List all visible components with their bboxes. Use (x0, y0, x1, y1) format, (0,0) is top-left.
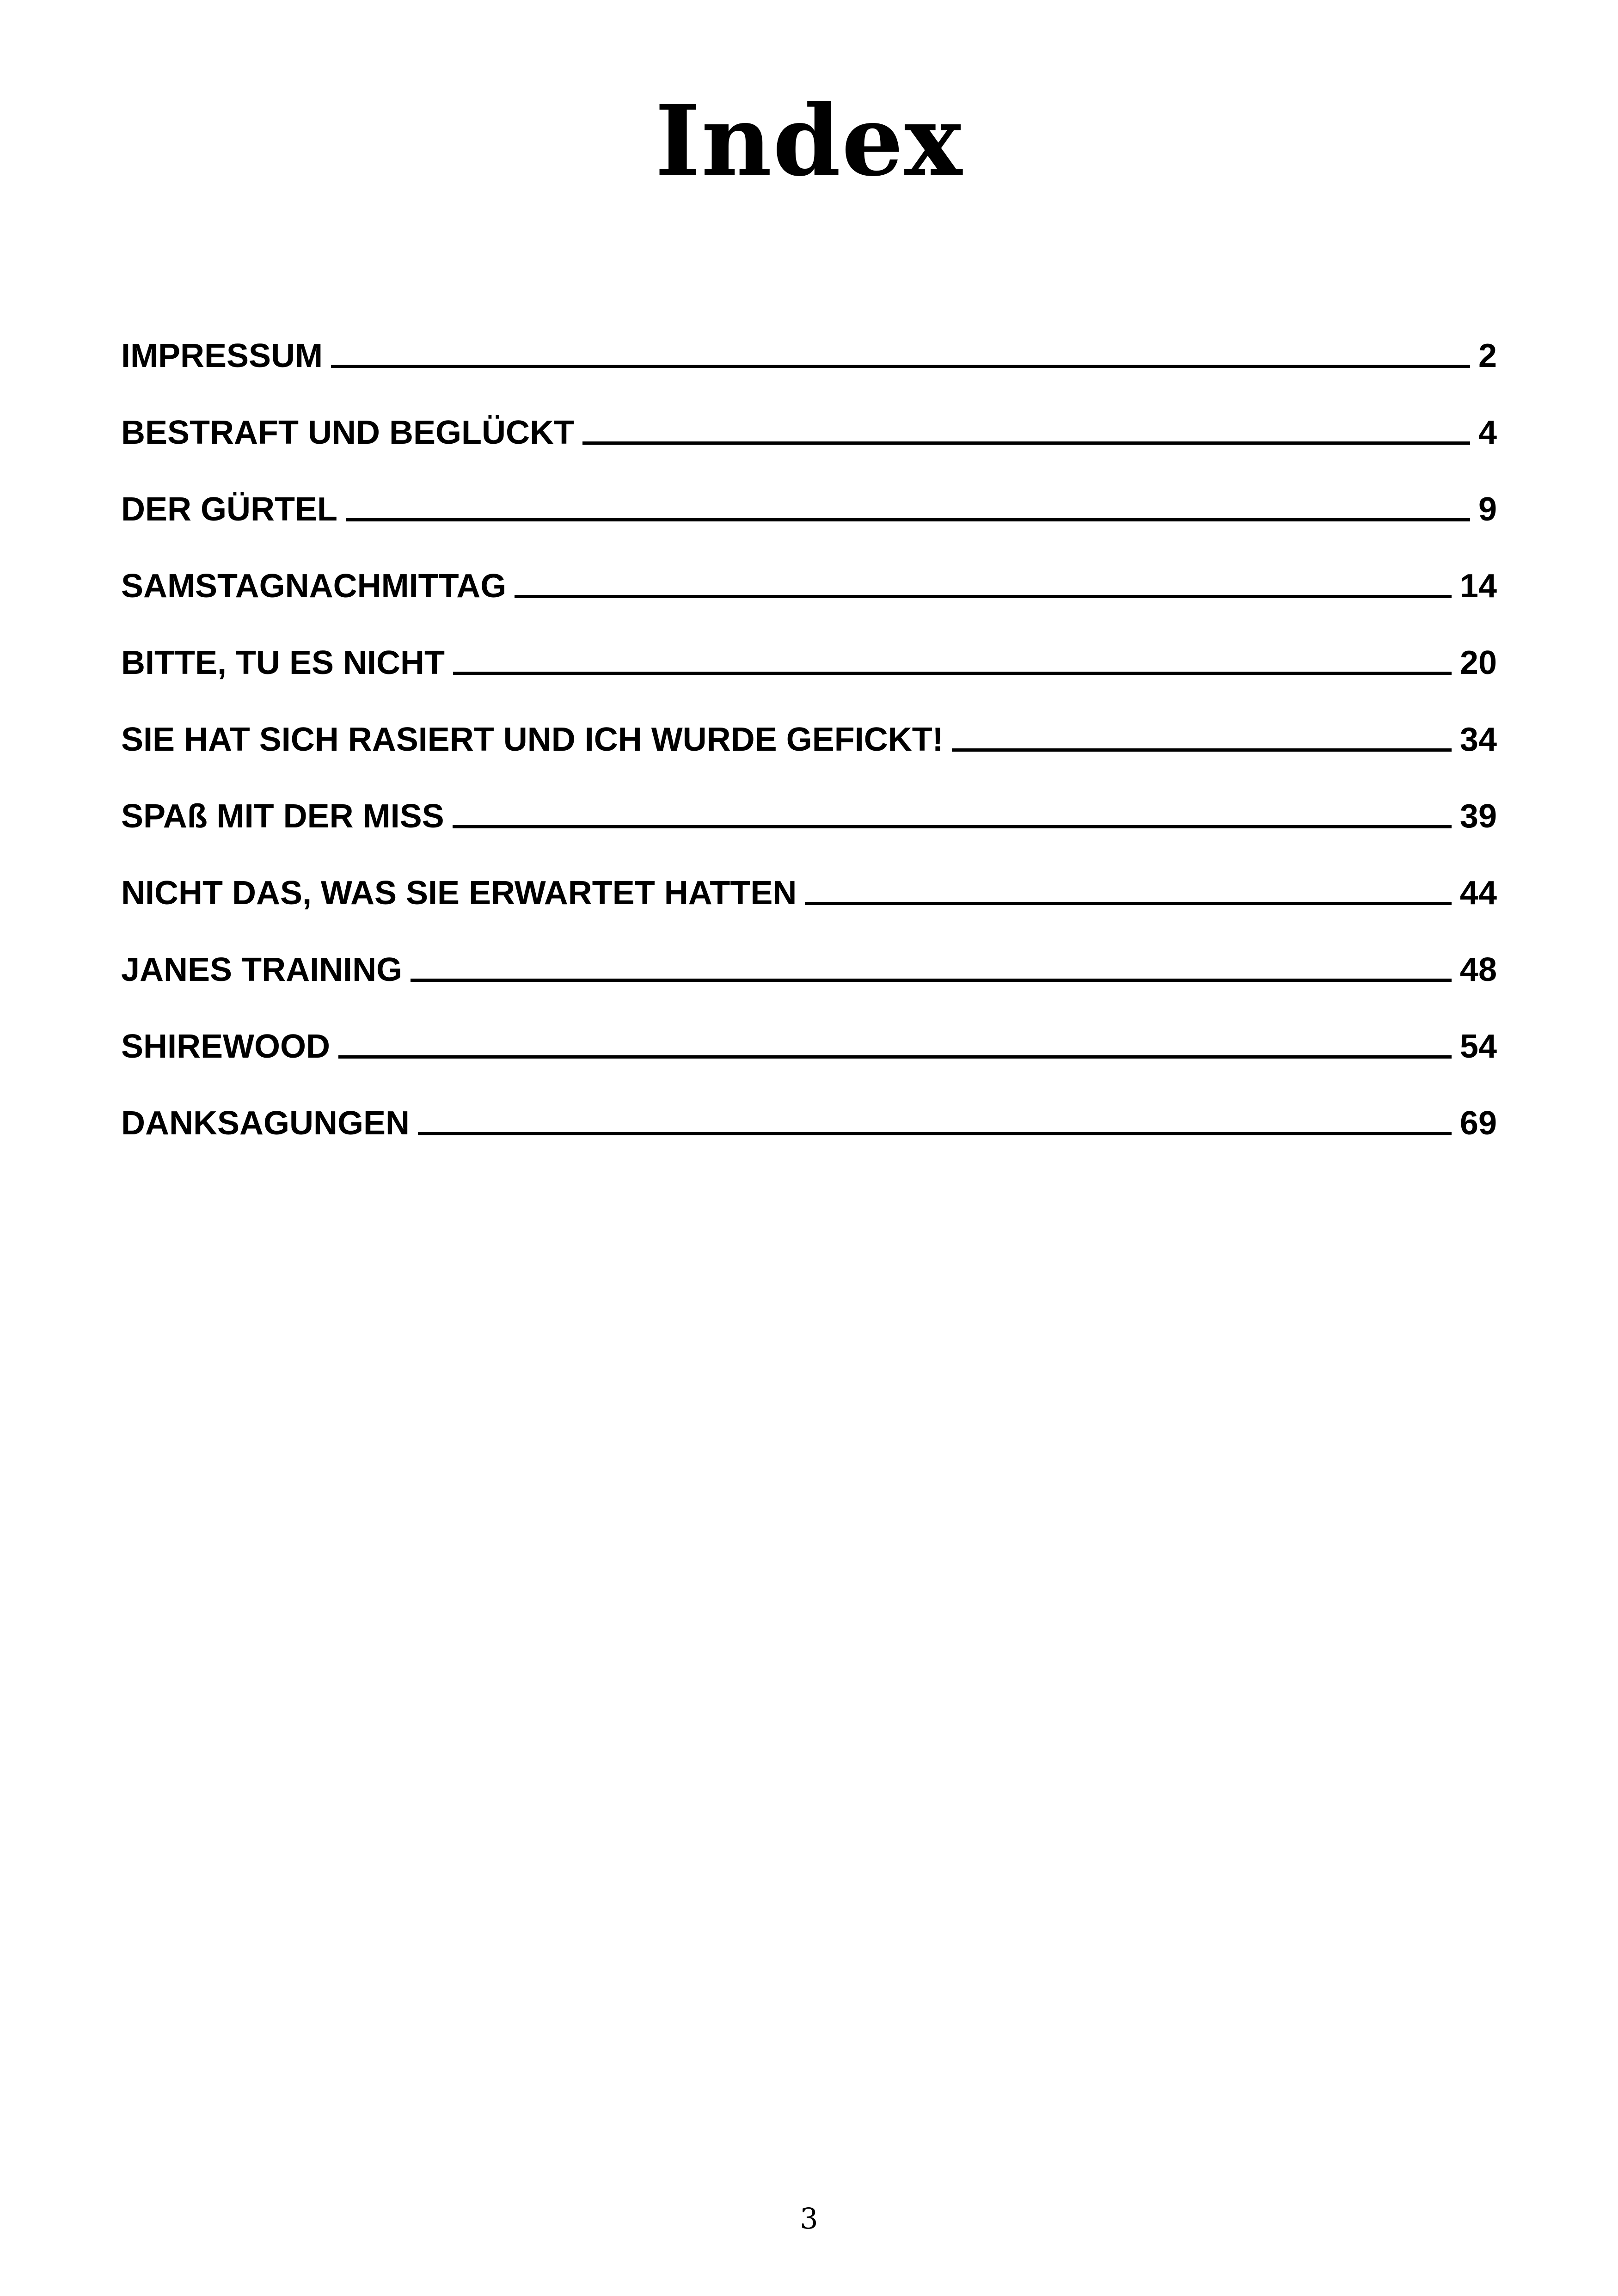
toc-entry-title: SIE HAT SICH RASIERT UND ICH WURDE GEFICKT! (121, 721, 944, 758)
toc-entry-title: SPAß MIT DER MISS (121, 798, 444, 835)
toc-leader-line (331, 365, 1470, 368)
toc-entry-title: NICHT DAS, WAS SIE ERWARTET HATTEN (121, 875, 797, 912)
toc-leader-line (453, 825, 1452, 828)
toc-entry-title: JANES TRAINING (121, 951, 403, 988)
toc-entry-der-guertel[interactable] (121, 477, 1497, 554)
toc-leader-line (805, 902, 1452, 905)
toc-entry-danksagungen[interactable] (121, 1091, 1497, 1168)
toc-entry-title: SAMSTAGNACHMITTAG (121, 568, 507, 605)
toc-entry-janes-training[interactable] (121, 937, 1497, 1014)
toc-leader-line (338, 1055, 1452, 1059)
toc-leader-line (418, 1132, 1452, 1135)
toc-entry-page: 9 (1478, 491, 1497, 528)
toc-entry-page: 69 (1459, 1105, 1497, 1142)
toc-leader-line (515, 595, 1452, 598)
toc-leader-line (346, 518, 1470, 521)
toc-entry-page: 14 (1459, 568, 1497, 605)
toc-entry-impressum[interactable] (121, 324, 1497, 400)
toc-entry-sie-hat-sich-rasiert[interactable] (121, 707, 1497, 784)
toc-entry-page: 54 (1459, 1028, 1497, 1065)
toc-entry-page: 48 (1459, 951, 1497, 988)
toc-entry-page: 20 (1459, 644, 1497, 681)
toc-leader-line (411, 979, 1452, 982)
toc-entry-title: DER GÜRTEL (121, 491, 337, 528)
toc-leader-line (453, 672, 1452, 675)
page-number: 3 (800, 2202, 818, 2235)
table-of-contents (121, 324, 1497, 1168)
toc-entry-title: BITTE, TU ES NICHT (121, 644, 445, 681)
toc-entry-title: DANKSAGUNGEN (121, 1105, 410, 1142)
toc-entry-nicht-das-was-sie-erwartet-hatten[interactable] (121, 861, 1497, 937)
toc-entry-page: 34 (1459, 721, 1497, 758)
page-title: Index (655, 84, 963, 198)
toc-entry-page: 39 (1459, 798, 1497, 835)
toc-entry-shirewood[interactable] (121, 1014, 1497, 1091)
toc-entry-bestraft-und-beglueckt[interactable] (121, 400, 1497, 477)
toc-entry-page: 44 (1459, 875, 1497, 912)
toc-entry-title: SHIREWOOD (121, 1028, 331, 1065)
toc-entry-spass-mit-der-miss[interactable] (121, 784, 1497, 861)
toc-entry-page: 2 (1478, 337, 1497, 374)
toc-leader-line (952, 748, 1452, 752)
toc-entry-samstagnachmittag[interactable] (121, 554, 1497, 631)
toc-entry-page: 4 (1478, 414, 1497, 451)
toc-entry-title: IMPRESSUM (121, 337, 323, 374)
toc-leader-line (582, 441, 1470, 445)
toc-entry-title: BESTRAFT UND BEGLÜCKT (121, 414, 574, 451)
toc-entry-bitte-tu-es-nicht[interactable] (121, 631, 1497, 707)
